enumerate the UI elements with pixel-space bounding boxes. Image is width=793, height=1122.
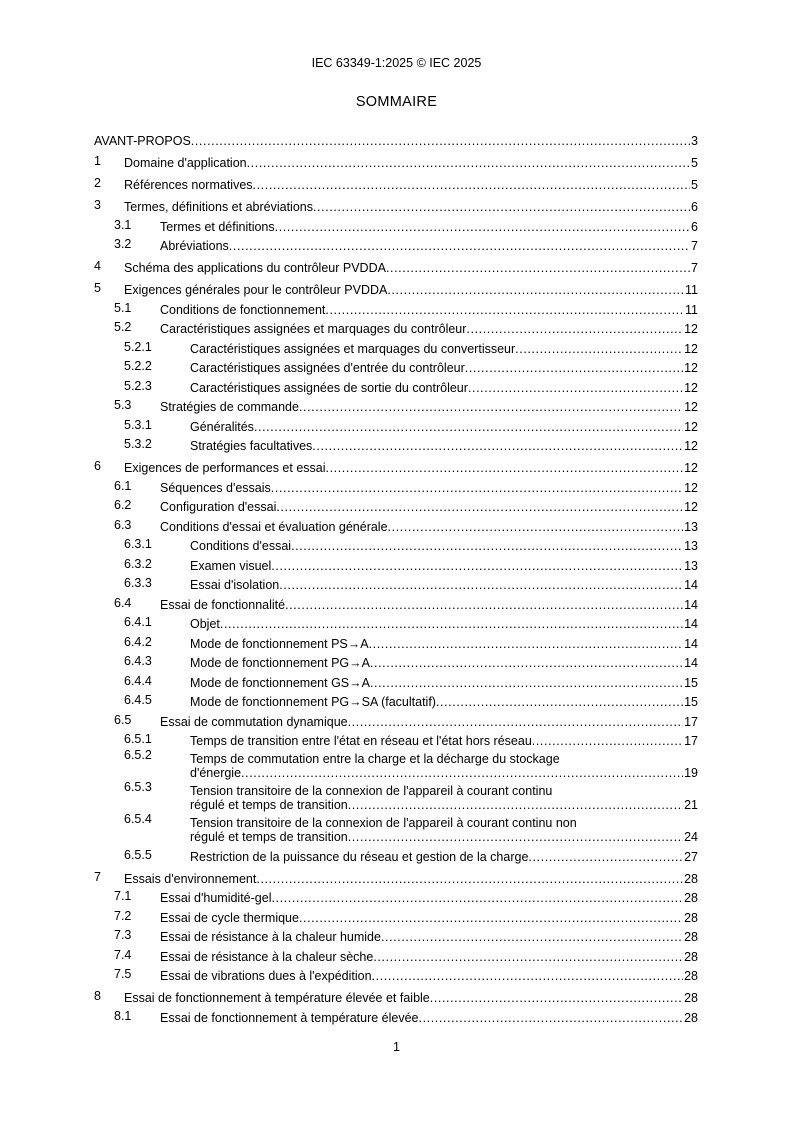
- toc-entry[interactable]: [94, 192, 698, 214]
- dot-leader: [229, 239, 690, 253]
- toc-entry-number: 8.1: [114, 1008, 132, 1023]
- toc-entry-number: 6: [94, 459, 101, 473]
- dot-leader: [271, 559, 683, 573]
- toc-entry-number: 6.3.3: [124, 576, 152, 590]
- toc-entry[interactable]: [94, 573, 698, 593]
- toc-entry[interactable]: [94, 253, 698, 275]
- dot-leader: [299, 911, 683, 925]
- toc-entry-number: 3.2: [114, 237, 132, 251]
- dot-leader: [271, 891, 683, 905]
- toc-entry-number: 5: [94, 281, 101, 295]
- dot-leader: [369, 637, 684, 651]
- toc-entry-number: 5.2.3: [124, 378, 152, 393]
- toc-entry-page: 12: [684, 500, 698, 514]
- toc-entry[interactable]: [94, 148, 698, 170]
- dot-leader: [370, 656, 683, 670]
- toc-entry-title: Généralités: [190, 419, 254, 434]
- toc-entry-page: 28: [684, 930, 698, 944]
- toc-entry-title: Mode de fonctionnement PG→A: [190, 656, 370, 670]
- toc-entry-page: 11: [685, 283, 698, 297]
- toc-entry-page: 7: [691, 261, 698, 275]
- toc-entry-page: 17: [684, 714, 698, 729]
- toc-entry-page: 28: [684, 871, 698, 886]
- toc-entry-number: 5.3.1: [124, 417, 152, 432]
- toc-entry-title: Domaine d'application: [124, 156, 247, 170]
- toc-entry-title: Essai de cycle thermique: [160, 910, 299, 925]
- toc-entry-number: 5.2: [114, 320, 132, 334]
- toc-entry-number: 7.5: [114, 967, 132, 981]
- toc-entry-page: 5: [691, 156, 698, 170]
- toc-entry-page: 5: [691, 178, 698, 192]
- table-of-contents: [94, 126, 698, 1025]
- toc-entry-number: 6.1: [114, 478, 132, 493]
- toc-entry-page: 11: [685, 302, 698, 317]
- dot-leader: [253, 178, 691, 192]
- toc-entry[interactable]: [94, 514, 698, 534]
- toc-entry-title: Séquences d'essais: [160, 480, 271, 495]
- toc-entry-title-continued: d'énergie: [190, 766, 242, 780]
- toc-entry[interactable]: [94, 651, 698, 671]
- dot-leader: [386, 261, 690, 275]
- toc-entry-title: Essai de fonctionnement à température élevée: [160, 1010, 419, 1025]
- toc-entry[interactable]: [94, 631, 698, 651]
- toc-entry-number: 6.4: [114, 595, 132, 610]
- toc-entry-title: Caractéristiques assignées et marquages du contrôleur: [160, 322, 467, 336]
- toc-entry-page: 6: [691, 219, 698, 234]
- toc-entry-page: 12: [684, 480, 698, 495]
- toc-entry-page: 14: [684, 656, 698, 670]
- toc-entry[interactable]: [94, 944, 698, 964]
- toc-entry[interactable]: [94, 690, 698, 710]
- toc-entry-page: 14: [684, 597, 698, 612]
- toc-entry[interactable]: [94, 612, 698, 632]
- dot-leader: [312, 439, 683, 453]
- dot-leader: [326, 461, 684, 475]
- dot-leader: [291, 539, 683, 553]
- toc-entry[interactable]: [94, 275, 698, 297]
- toc-entry-number: 6.4.2: [124, 634, 152, 649]
- toc-entry[interactable]: [94, 748, 698, 780]
- toc-entry[interactable]: [94, 844, 698, 864]
- toc-entry-page: 12: [684, 322, 698, 336]
- toc-entry-title: Exigences générales pour le contrôleur PVDDA: [124, 283, 388, 297]
- toc-entry[interactable]: [94, 317, 698, 337]
- dot-leader: [348, 830, 683, 844]
- toc-entry-number: 5.3.2: [124, 437, 152, 451]
- toc-entry-number: 7.1: [114, 889, 132, 903]
- toc-entry-title: Essai de vibrations dues à l'expédition: [160, 969, 372, 983]
- toc-entry-title: Essai de résistance à la chaleur humide: [160, 930, 381, 944]
- dot-leader: [256, 872, 683, 886]
- toc-entry-number: 3.1: [114, 217, 132, 232]
- toc-entry-page: 28: [684, 969, 698, 983]
- dot-leader: [388, 520, 684, 534]
- toc-entry[interactable]: [94, 453, 698, 475]
- toc-entry[interactable]: [94, 234, 698, 254]
- dot-leader: [241, 766, 683, 780]
- toc-entry-page: 28: [684, 991, 698, 1005]
- toc-entry-title: Abréviations: [160, 239, 229, 253]
- toc-entry-title: Tension transitoire de la connexion de l'appareil à courant continu: [190, 784, 553, 798]
- toc-entry-number: 6.2: [114, 498, 132, 512]
- dot-leader: [299, 400, 683, 414]
- toc-entry[interactable]: [94, 336, 698, 356]
- toc-entry-page: 28: [684, 910, 698, 925]
- toc-entry-title: Caractéristiques assignées d'entrée du contrôleur: [190, 361, 465, 375]
- toc-entry-title: Essai de commutation dynamique: [160, 714, 348, 729]
- toc-entry[interactable]: [94, 964, 698, 984]
- toc-entry[interactable]: [94, 983, 698, 1005]
- toc-entry[interactable]: [94, 375, 698, 395]
- toc-entry-page: 27: [684, 849, 698, 864]
- dot-leader: [373, 950, 683, 964]
- toc-entry-page: 28: [684, 949, 698, 964]
- toc-entry[interactable]: [94, 1005, 698, 1025]
- toc-entry[interactable]: [94, 709, 698, 729]
- toc-entry-page: 28: [684, 891, 698, 905]
- dot-leader: [276, 500, 683, 514]
- dot-leader: [313, 200, 690, 214]
- toc-entry[interactable]: [94, 475, 698, 495]
- toc-entry-title: Configuration d'essai: [160, 500, 277, 514]
- toc-entry[interactable]: [94, 534, 698, 554]
- toc-entry-title: Termes, définitions et abréviations: [124, 200, 313, 214]
- toc-entry-number: 4: [94, 259, 101, 273]
- toc-entry-number: 6.3.1: [124, 537, 152, 551]
- toc-entry-title: Mode de fonctionnement PS→A: [190, 636, 369, 651]
- dot-leader: [285, 598, 683, 612]
- toc-entry-page: 7: [691, 239, 698, 253]
- dot-leader: [372, 969, 684, 983]
- toc-entry-number: 7: [94, 869, 101, 884]
- toc-entry-page: 15: [684, 675, 698, 690]
- dot-leader: [370, 676, 683, 690]
- toc-entry[interactable]: [94, 925, 698, 945]
- toc-entry[interactable]: [94, 864, 698, 886]
- dot-leader: [419, 1011, 684, 1025]
- toc-entry-number: 1: [94, 154, 101, 168]
- dot-leader: [348, 715, 683, 729]
- dot-leader: [191, 134, 690, 148]
- toc-entry-number: 2: [94, 176, 101, 190]
- dot-leader: [468, 381, 683, 395]
- toc-entry-page: 12: [684, 380, 698, 395]
- page-title: SOMMAIRE: [355, 94, 438, 110]
- toc-entry-number: 6.5.2: [124, 748, 152, 762]
- toc-entry-title: Essai d'isolation: [190, 578, 280, 592]
- toc-entry[interactable]: [94, 214, 698, 234]
- toc-entry-title: Schéma des applications du contrôleur PVDDA: [124, 261, 386, 275]
- toc-entry[interactable]: [94, 356, 698, 376]
- dot-leader: [528, 850, 683, 864]
- toc-entry-page: 3: [691, 134, 698, 148]
- dot-leader: [275, 220, 690, 234]
- toc-entry-number: 7.3: [114, 928, 132, 942]
- toc-entry[interactable]: [94, 886, 698, 906]
- toc-entry-title: AVANT-PROPOS: [94, 134, 191, 148]
- toc-entry-page: 21: [684, 798, 698, 812]
- toc-entry-number: 6.4.5: [124, 693, 152, 707]
- toc-entry[interactable]: [94, 905, 698, 925]
- toc-entry-title: Caractéristiques assignées de sortie du contrôleur: [190, 380, 468, 395]
- toc-entry-number: 7.2: [114, 908, 132, 923]
- dot-leader: [279, 578, 683, 592]
- toc-entry-title: Examen visuel: [190, 558, 272, 573]
- toc-entry[interactable]: [94, 670, 698, 690]
- toc-entry-page: 13: [684, 519, 698, 534]
- toc-entry-title: Objet: [190, 617, 220, 631]
- toc-entry-page: 14: [684, 617, 698, 631]
- dot-leader: [466, 322, 683, 336]
- toc-entry[interactable]: [94, 297, 698, 317]
- toc-entry-number: 5.3: [114, 398, 132, 412]
- toc-entry-page: 14: [684, 578, 698, 592]
- toc-entry-title: Conditions d'essai et évaluation générale: [160, 519, 388, 534]
- dot-leader: [436, 695, 683, 709]
- toc-entry-title: Caractéristiques assignées et marquages du convertisseur: [190, 341, 516, 356]
- toc-entry-number: 6.4.4: [124, 673, 152, 688]
- toc-entry-number: 6.5.5: [124, 847, 152, 862]
- toc-entry-page: 15: [684, 695, 698, 709]
- toc-entry-page: 28: [684, 1010, 698, 1025]
- toc-entry-title: Stratégies de commande: [160, 400, 299, 414]
- toc-entry[interactable]: [94, 592, 698, 612]
- dot-leader: [430, 991, 683, 1005]
- toc-entry-page: 19: [684, 766, 698, 780]
- toc-entry-title: Stratégies facultatives: [190, 439, 313, 453]
- toc-entry-number: 5.1: [114, 300, 132, 315]
- page-number: 1: [393, 1040, 400, 1054]
- toc-entry-number: 6.3: [114, 517, 132, 532]
- toc-entry-title: Essai de fonctionnement à température élevée et faible: [124, 991, 430, 1005]
- toc-entry-page: 14: [684, 636, 698, 651]
- toc-entry[interactable]: [94, 170, 698, 192]
- toc-entry-page: 12: [684, 419, 698, 434]
- dot-leader: [254, 420, 683, 434]
- toc-entry-page: 12: [684, 400, 698, 414]
- toc-entry-page: 24: [684, 830, 698, 844]
- toc-entry-title: Références normatives: [124, 178, 253, 192]
- toc-entry-title: Restriction de la puissance du réseau et gestion de la charge: [190, 849, 529, 864]
- dot-leader: [532, 734, 683, 748]
- toc-entry-title: Essai d'humidité-gel: [160, 891, 272, 905]
- toc-entry-number: 6.4.3: [124, 654, 152, 668]
- toc-entry-title: Temps de commutation entre la charge et la décharge du stockage: [190, 752, 560, 766]
- toc-entry-title: Mode de fonctionnement GS→A: [190, 675, 370, 690]
- dot-leader: [271, 481, 683, 495]
- toc-entry-page: 6: [691, 200, 698, 214]
- dot-leader: [387, 283, 684, 297]
- toc-entry-number: 6.3.2: [124, 556, 152, 571]
- toc-entry-page: 13: [684, 558, 698, 573]
- toc-entry-title: Essais d'environnement: [124, 871, 257, 886]
- toc-entry[interactable]: [94, 395, 698, 415]
- toc-entry-title: Essai de résistance à la chaleur sèche: [160, 949, 374, 964]
- dot-leader: [465, 361, 683, 375]
- toc-entry-number: 7.4: [114, 947, 132, 962]
- toc-entry-page: 12: [684, 439, 698, 453]
- toc-entry[interactable]: [94, 729, 698, 749]
- toc-entry-number: 5.2.1: [124, 339, 152, 354]
- toc-entry[interactable]: [94, 414, 698, 434]
- toc-entry-title: Conditions d'essai: [190, 539, 292, 553]
- toc-entry[interactable]: [94, 812, 698, 844]
- page-header: IEC 63349-1:2025 © IEC 2025: [311, 56, 482, 70]
- toc-entry-title: Tension transitoire de la connexion de l'appareil à courant continu non: [190, 816, 577, 830]
- toc-entry-title: Conditions de fonctionnement: [160, 302, 326, 317]
- toc-entry-number: 3: [94, 198, 101, 212]
- dot-leader: [220, 617, 683, 631]
- toc-entry-title: Temps de transition entre l'état en réseau et l'état hors réseau: [190, 734, 532, 748]
- toc-entry-page: 12: [684, 361, 698, 375]
- toc-entry-title-continued: régulé et temps de transition: [190, 798, 348, 812]
- toc-entry[interactable]: [94, 495, 698, 515]
- toc-entry[interactable]: [94, 553, 698, 573]
- toc-entry-page: 12: [684, 461, 698, 475]
- toc-entry[interactable]: [94, 434, 698, 454]
- toc-entry-number: 6.5.3: [124, 780, 152, 794]
- toc-entry-number: 6.4.1: [124, 615, 152, 629]
- toc-entry-number: 6.5.1: [124, 732, 152, 746]
- toc-entry-title: Mode de fonctionnement PG→SA (facultatif): [190, 695, 436, 709]
- toc-entry-page: 12: [684, 341, 698, 356]
- toc-entry-title: Essai de fonctionnalité: [160, 597, 286, 612]
- toc-entry-number: 6.5.4: [124, 812, 152, 826]
- toc-entry[interactable]: [94, 126, 698, 148]
- toc-entry-title: Termes et définitions: [160, 219, 275, 234]
- toc-entry-title: Exigences de performances et essai: [124, 461, 326, 475]
- dot-leader: [515, 342, 683, 356]
- dot-leader: [325, 303, 684, 317]
- dot-leader: [348, 798, 683, 812]
- toc-entry-number: 8: [94, 989, 101, 1003]
- toc-entry-title-continued: régulé et temps de transition: [190, 830, 348, 844]
- toc-entry-number: 5.2.2: [124, 359, 152, 373]
- toc-entry-page: 13: [684, 539, 698, 553]
- toc-entry[interactable]: [94, 780, 698, 812]
- toc-entry-number: 6.5: [114, 712, 132, 727]
- dot-leader: [247, 156, 690, 170]
- dot-leader: [381, 930, 683, 944]
- toc-entry-page: 17: [684, 734, 698, 748]
